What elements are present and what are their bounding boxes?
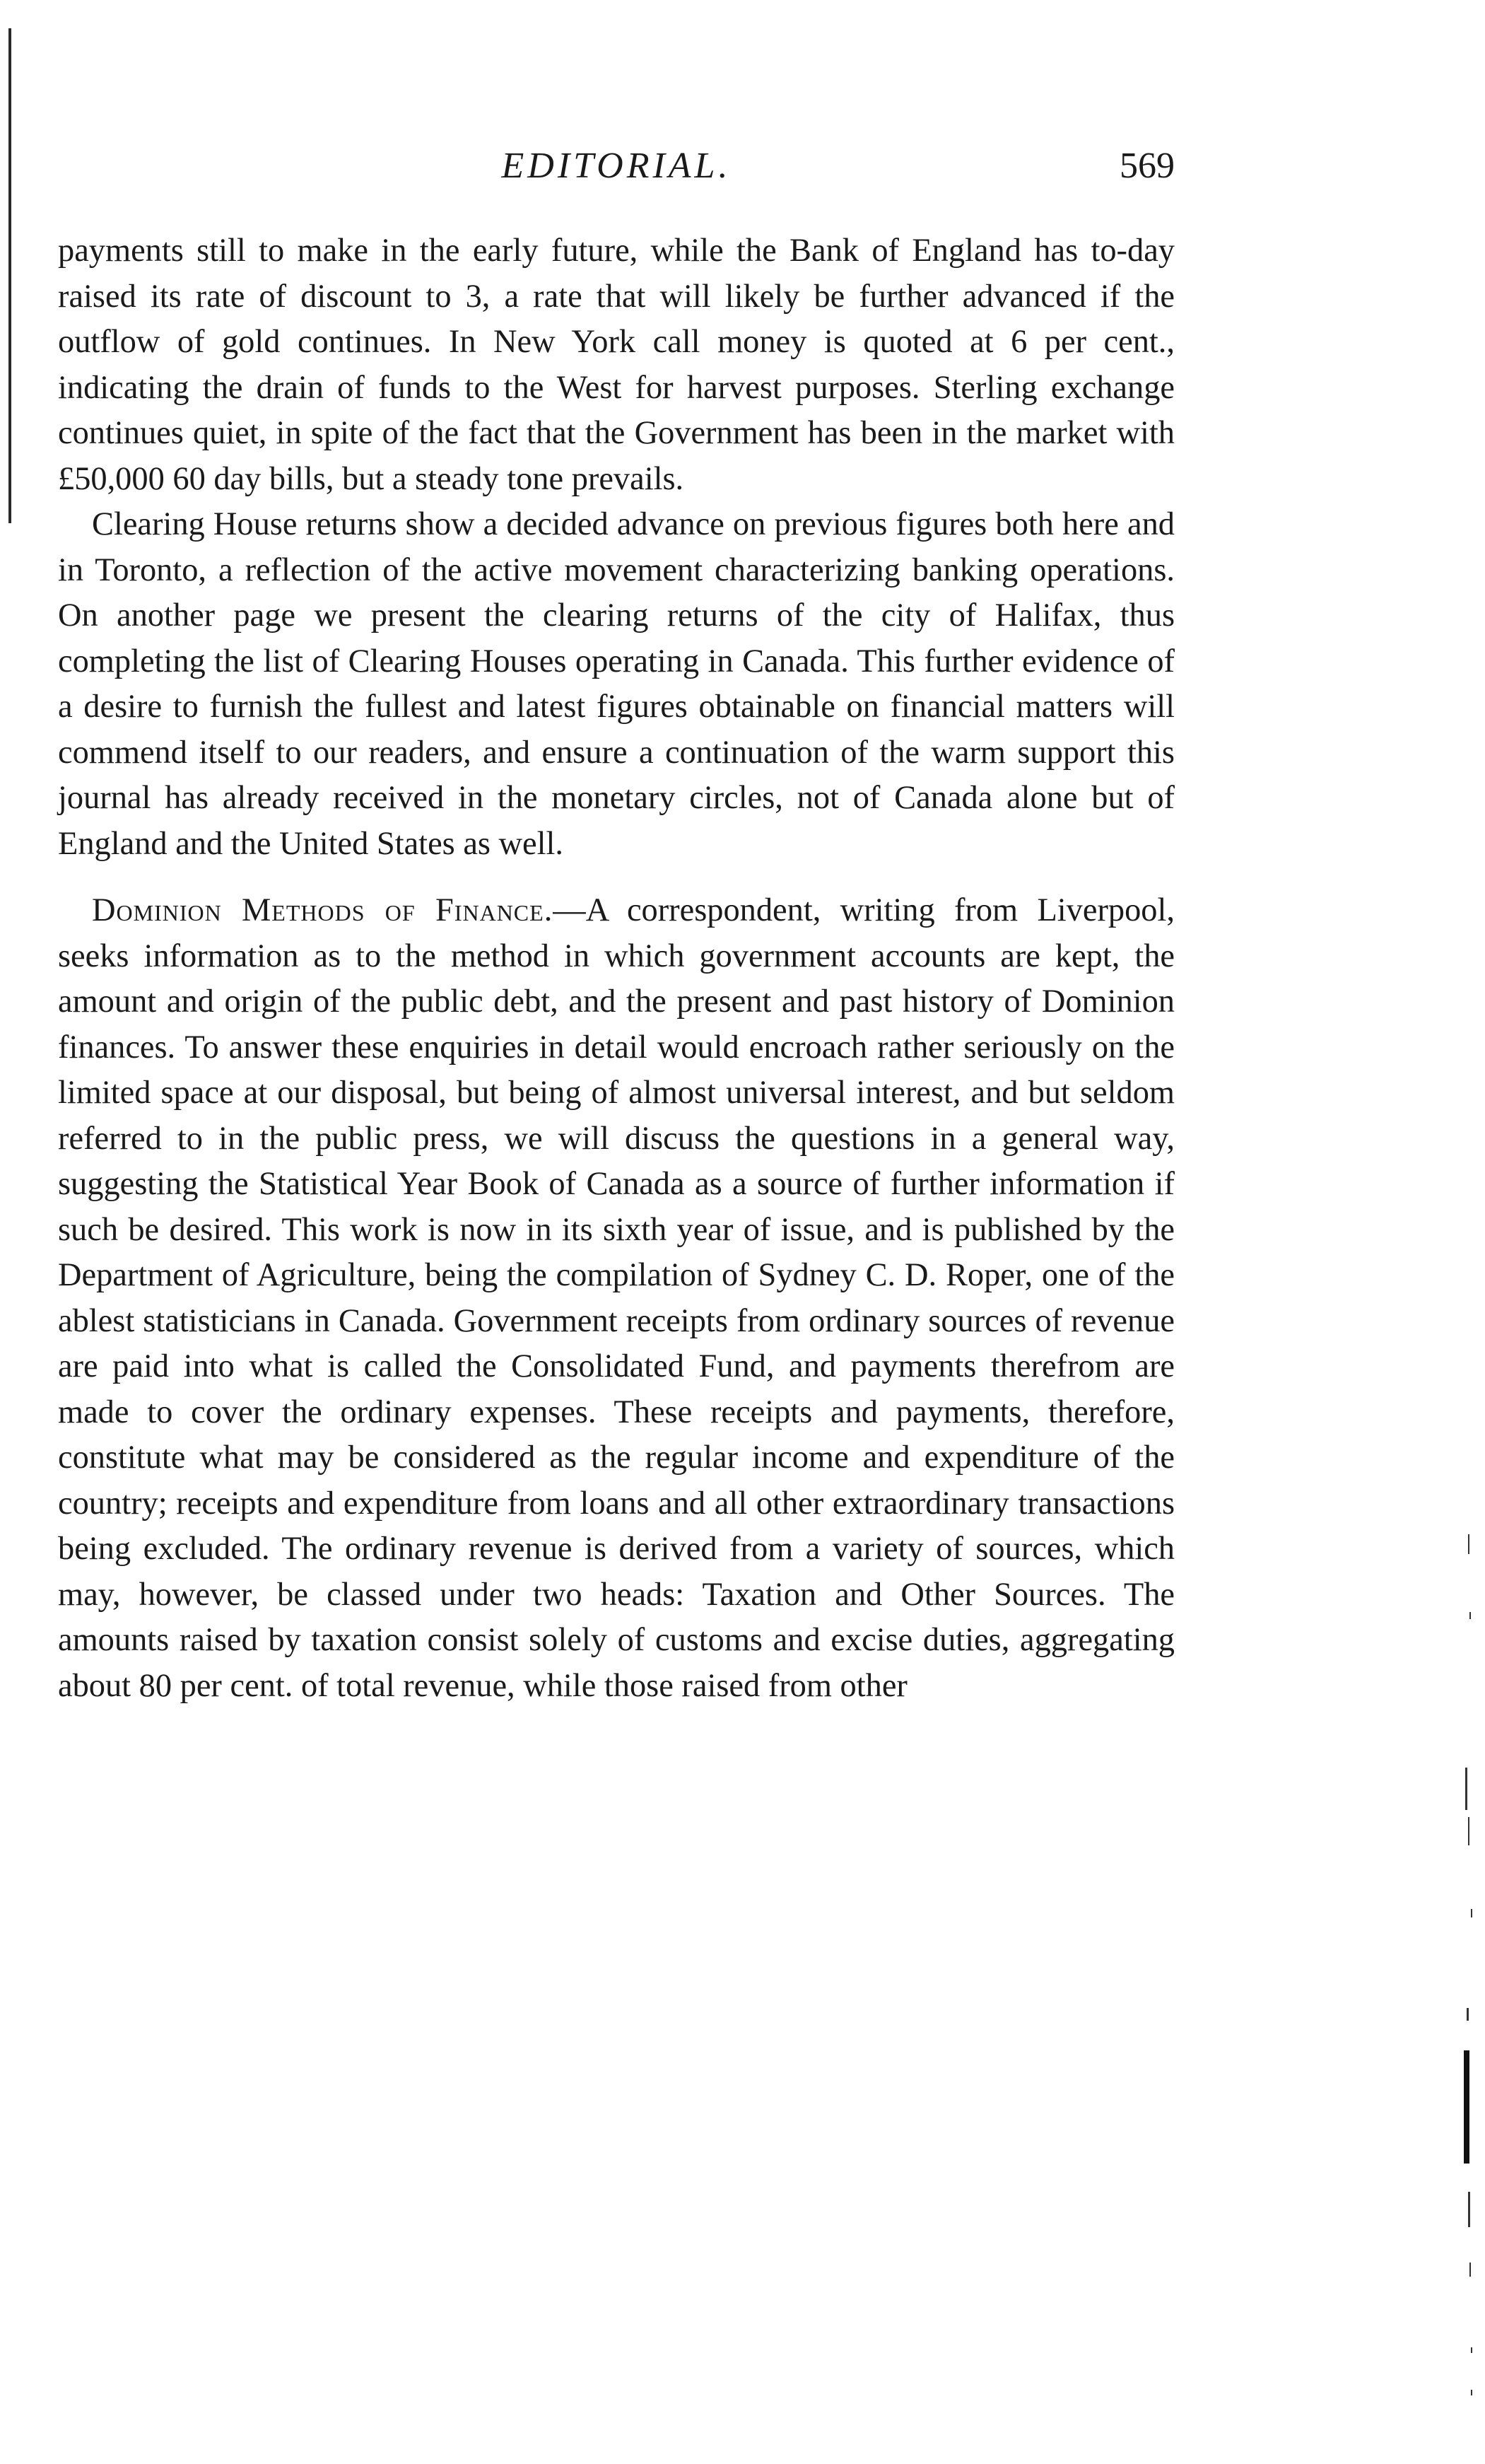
paragraph-3-text: —A correspondent, writing from Liverpool, seeks information as to the method in which government accounts are kept, the amount and origin of the public debt, and the present and past history of Dominion finances. To answer these enquiries in detail would encroach rather seriously on the limited space at our disposal, but being of almost universal interest, and but seldom referred to in the public press, we will discuss the questions in a general way, suggesting the Statistical Year Book of Canada as a source of further information if such be desired. This work is now in its sixth year of issue, and is published by the Department of Agriculture, being the compilation of Sydney C. D. Roper, one of the ablest statisticians in Canada. Government receipts from ordinary sources of revenue are paid into what is called the Consolidated Fund, and payments therefrom are made to cover the ordinary expenses. These receipts and payments, therefore, constitute what may be considered as the regular income and expenditure of the country; receipts and expenditure from loans and all other extraordinary transactions being excluded. The ordinary revenue is derived from a variety of sources, which may, however, be classed under two heads: Taxation and Other Sources. The amounts raised by taxation consist solely of customs and excise duties, aggregating about 80 per cent. of total revenue, while those raised from other [58, 892, 1175, 1704]
article-body [58, 228, 1175, 1709]
paragraph-2: Clearing House returns show a decided advance on previous figures both here and in Toronto, a reflection of the active movement characterizing banking operations. On another page we present the clearing returns of the city of Halifax, thus completing the list of Clearing Houses operating in Canada. This further evidence of a desire to furnish the fullest and latest figures obtainable on financial matters will commend itself to our readers, and ensure a continuation of the warm support this journal has already received in the monetary circles, not of Canada alone but of England and the United States as well. [58, 506, 1175, 862]
section-heading: Dominion Methods of Finance. [92, 892, 553, 928]
page [58, 145, 1175, 1709]
paragraph-1: payments still to make in the early future, while the Bank of England has to-day raised its rate of discount to 3, a rate that will likely be further advanced if the outflow of gold continues. In New York call money is quoted at 6 per cent., indicating the drain of funds to the West for harvest purposes. Sterling exchange continues quiet, in spite of the fact that the Government has been in the market with £50,000 60 day bills, but a steady tone prevails. [58, 233, 1175, 497]
page-header [58, 145, 1175, 209]
page-number: 569 [1120, 146, 1175, 186]
scan-edge-marks [1458, 1513, 1479, 2418]
paragraph-3 [58, 888, 1175, 1709]
running-head: EDITORIAL. [501, 146, 732, 186]
left-margin-rule [8, 28, 11, 523]
